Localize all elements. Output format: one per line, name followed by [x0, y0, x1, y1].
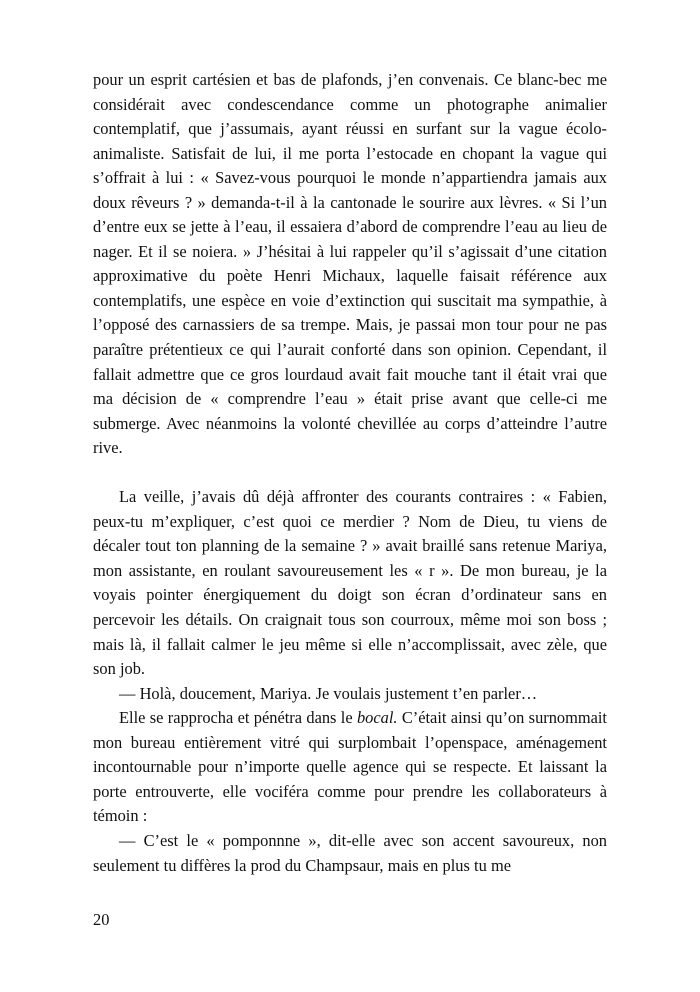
- paragraph-4-italic-bocal: bocal.: [356, 708, 398, 728]
- paragraph-4-segment-1: Elle se rapprocha et pénétra dans le: [119, 708, 357, 728]
- page-text-block: [93, 68, 607, 878]
- paragraph-1: pour un esprit cartésien et bas de plafonds, j’en convenais. Ce blanc-bec me considérait avec condescendance comme un photographe animalier contemplatif, que j’assumais, ayant réussi en surfant sur la vague écolo-animaliste. Satisfait de lui, il me porta l’estocade en chopant la vague qui s’offrait à lui : « Savez-vous pourquoi le monde n’appartiendra jamais aux doux rêveurs ? » demanda-t-il à la cantonade le sourire aux lèvres. « Si l’un d’entre eux se jette à l’eau, il essaiera d’abord de comprendre l’eau au lieu de nager. Et il se noiera. » J’hésitai à lui rappeler qu’il s’agissait d’une citation approximative du poète Henri Michaux, laquelle faisait référence aux contemplatifs, une espèce en voie d’extinction qui suscitait ma sympathie, à l’opposé des carnassiers de sa trempe. Mais, je passai mon tour pour ne pas paraître prétentieux ce qui l’aurait conforté dans son opinion. Cependant, il fallait admettre que ce gros lourdaud avait fait mouche tant il était vrai que ma décision de « comprendre l’eau » était prise avant que celle-ci me submerge. Avec néanmoins la volonté chevillée au corps d’atteindre l’autre rive.: [93, 70, 607, 458]
- page-number: 20: [93, 910, 110, 929]
- paragraph-3-dialogue: — Holà, doucement, Mariya. Je voulais justement t’en parler…: [119, 683, 538, 703]
- paragraph-4: [93, 706, 607, 829]
- paragraph-2: La veille, j’avais dû déjà affronter des courants contraires : « Fabien, peux-tu m’expliquer, c’est quoi ce merdier ? Nom de Dieu, tu viens de décaler tout ton planning de la semaine ? » avait braillé sans retenue Mariya, mon assistante, en roulant savoureusement les « r ». De mon bureau, je la voyais pointer énergiquement du doigt son écran d’ordinateur sans en percevoir les détails. On craignait tous son courroux, même moi son boss ; mais là, il fallait calmer le jeu même si elle n’accomplissait, avec zèle, que son job.: [93, 487, 607, 679]
- paragraph-5-dialogue: — C’est le « pomponnne », dit-elle avec son accent savoureux, non seulement tu diffères la prod du Champsaur, mais en plus tu me: [93, 830, 607, 875]
- paragraph-4-segment-3: C’était ainsi qu’on surnommait mon bureau entièrement vitré qui surplombait l’openspace, aménagement incontournable pour n’importe quelle agence qui se respecte. Et laissant la porte entrouverte, elle vociféra comme pour prendre les collaborateurs à témoin :: [93, 708, 607, 826]
